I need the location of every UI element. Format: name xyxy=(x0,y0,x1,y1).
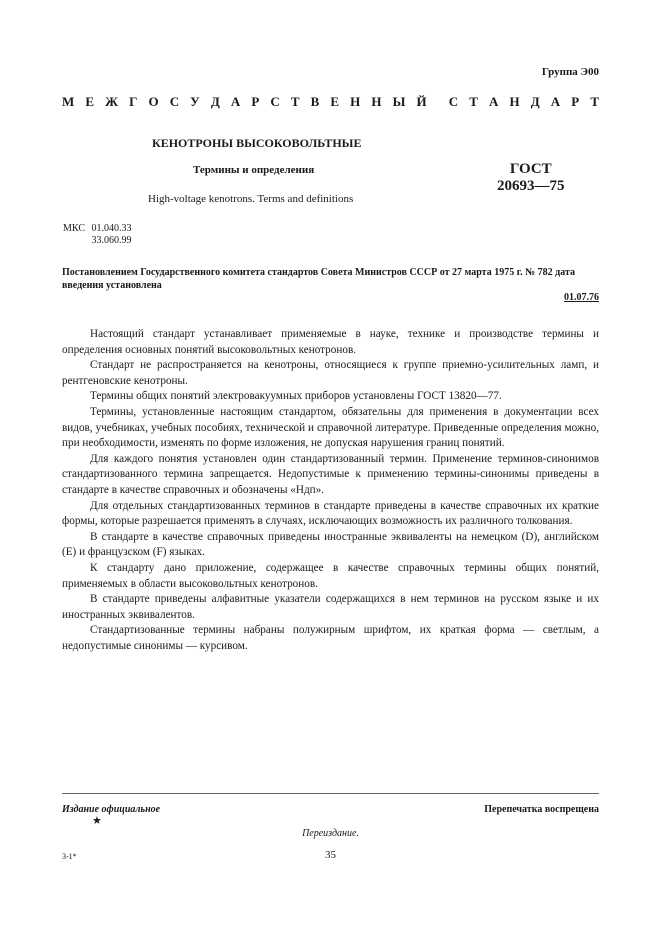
paragraph: В стандарте в качестве справочных приведены иностранные эквиваленты на немецком (D), английском (Е) и французском (F) языках. xyxy=(62,530,599,559)
decree-text: Постановлением Государственного комитета стандартов Совета Министров СССР от 27 марта 1975 г. № 782 дата введения установлена xyxy=(62,267,576,291)
mks-code-1: 01.040.33 xyxy=(91,223,132,234)
mks-codes xyxy=(63,223,131,247)
interstate-standard-heading xyxy=(62,94,599,110)
heading-letter: С xyxy=(448,94,459,109)
paragraph: Стандартизованные термины набраны полужирным шрифтом, их краткая форма — светлым, а недопустимые синонимы — курсивом. xyxy=(62,624,599,652)
paragraph: Термины, установленные настоящим стандартом, обязательны для применения в документации всех видов, учебниках, учебных пособиях, технической и справочной литературе. Приведенные определения можно, при необходимости, изменять по форме изложения, не допуская нарушения границ понятий. xyxy=(62,405,599,450)
reprint-prohibited-label: Перепечатка воспрещена xyxy=(484,804,599,815)
page-number: 35 xyxy=(325,849,336,861)
reissue-label: Переиздание. xyxy=(302,828,359,839)
gost-number: 20693—75 xyxy=(497,178,565,194)
heading-letter: Р xyxy=(571,94,580,109)
heading-letter: Н xyxy=(350,94,361,109)
heading-letter: О xyxy=(148,94,159,109)
heading-letter: Й xyxy=(416,94,427,109)
heading-letter: Д xyxy=(210,94,220,109)
heading-letter: Д xyxy=(530,94,540,109)
heading-letter: М xyxy=(62,94,75,109)
star-icon: ★ xyxy=(92,815,102,827)
heading-letter: С xyxy=(169,94,180,109)
paragraph: Для каждого понятия установлен один стандартизованный термин. Применение терминов-синонимов стандартизованного термина запрещается. Недопустимые к применению термины-синонимы приведены в стандарте в качестве справочных и обозначены «Ндп». xyxy=(62,452,599,496)
heading-letter: Н xyxy=(371,94,382,109)
heading-letter: Р xyxy=(251,94,260,109)
paragraph: Стандарт не распространяется на кенотроны, относящиеся к группе приемно-усилительных ламп, и рентгеновские кенотроны. xyxy=(62,359,599,387)
heading-letter: Н xyxy=(509,94,520,109)
document-subtitle: Термины и определения xyxy=(193,164,315,176)
group-label: Группа Э00 xyxy=(541,66,599,78)
heading-letter: Г xyxy=(129,94,138,109)
body-text xyxy=(62,327,599,654)
heading-letter: А xyxy=(489,94,499,109)
heading-letter: Е xyxy=(330,94,340,109)
paragraph: Термины общих понятий электровакуумных приборов установлены ГОСТ 13820—77. xyxy=(90,390,502,403)
mks-code-2: 33.060.99 xyxy=(91,235,132,246)
official-edition-label: Издание официальное xyxy=(62,804,161,815)
heading-letter: Т xyxy=(590,94,599,109)
heading-letter: Е xyxy=(85,94,95,109)
footer-divider xyxy=(62,793,599,794)
paragraph: Настоящий стандарт устанавливает применяемые в науке, технике и производстве термины и определения основных понятий высоковольтных кенотронов. xyxy=(62,328,599,356)
heading-letter: У xyxy=(190,94,200,109)
introduction-date: 01.07.76 xyxy=(564,292,599,303)
print-signature: 3-1* xyxy=(62,852,77,861)
heading-letter: Ы xyxy=(392,94,406,109)
paragraph: В стандарте приведены алфавитные указатели содержащихся в нем терминов на русском языке и их иностранных эквивалентов. xyxy=(62,593,599,621)
document-title: КЕНОТРОНЫ ВЫСОКОВОЛЬТНЫЕ xyxy=(152,136,362,150)
heading-letter: В xyxy=(310,94,320,109)
heading-letter: А xyxy=(550,94,561,109)
english-title: High-voltage kenotrons. Terms and definitions xyxy=(148,193,354,205)
paragraph: Для отдельных стандартизованных терминов в стандарте приведены в качестве справочных их краткие формы, которые разрешается применять в случаях, исключающих возможность их различного толкования. xyxy=(62,499,599,528)
mks-label: МКС xyxy=(63,223,85,234)
heading-letter: Т xyxy=(290,94,300,109)
paragraph: К стандарту дано приложение, содержащее в качестве справочных термины общих понятий, применяемых в области высоковольтных кенотронов. xyxy=(62,561,599,590)
heading-letter: А xyxy=(230,94,241,109)
gost-designation xyxy=(497,161,565,195)
gost-label: ГОСТ xyxy=(509,161,552,177)
heading-letter: С xyxy=(270,94,280,109)
heading-letter: Ж xyxy=(105,94,118,109)
heading-letter: Т xyxy=(469,94,478,109)
